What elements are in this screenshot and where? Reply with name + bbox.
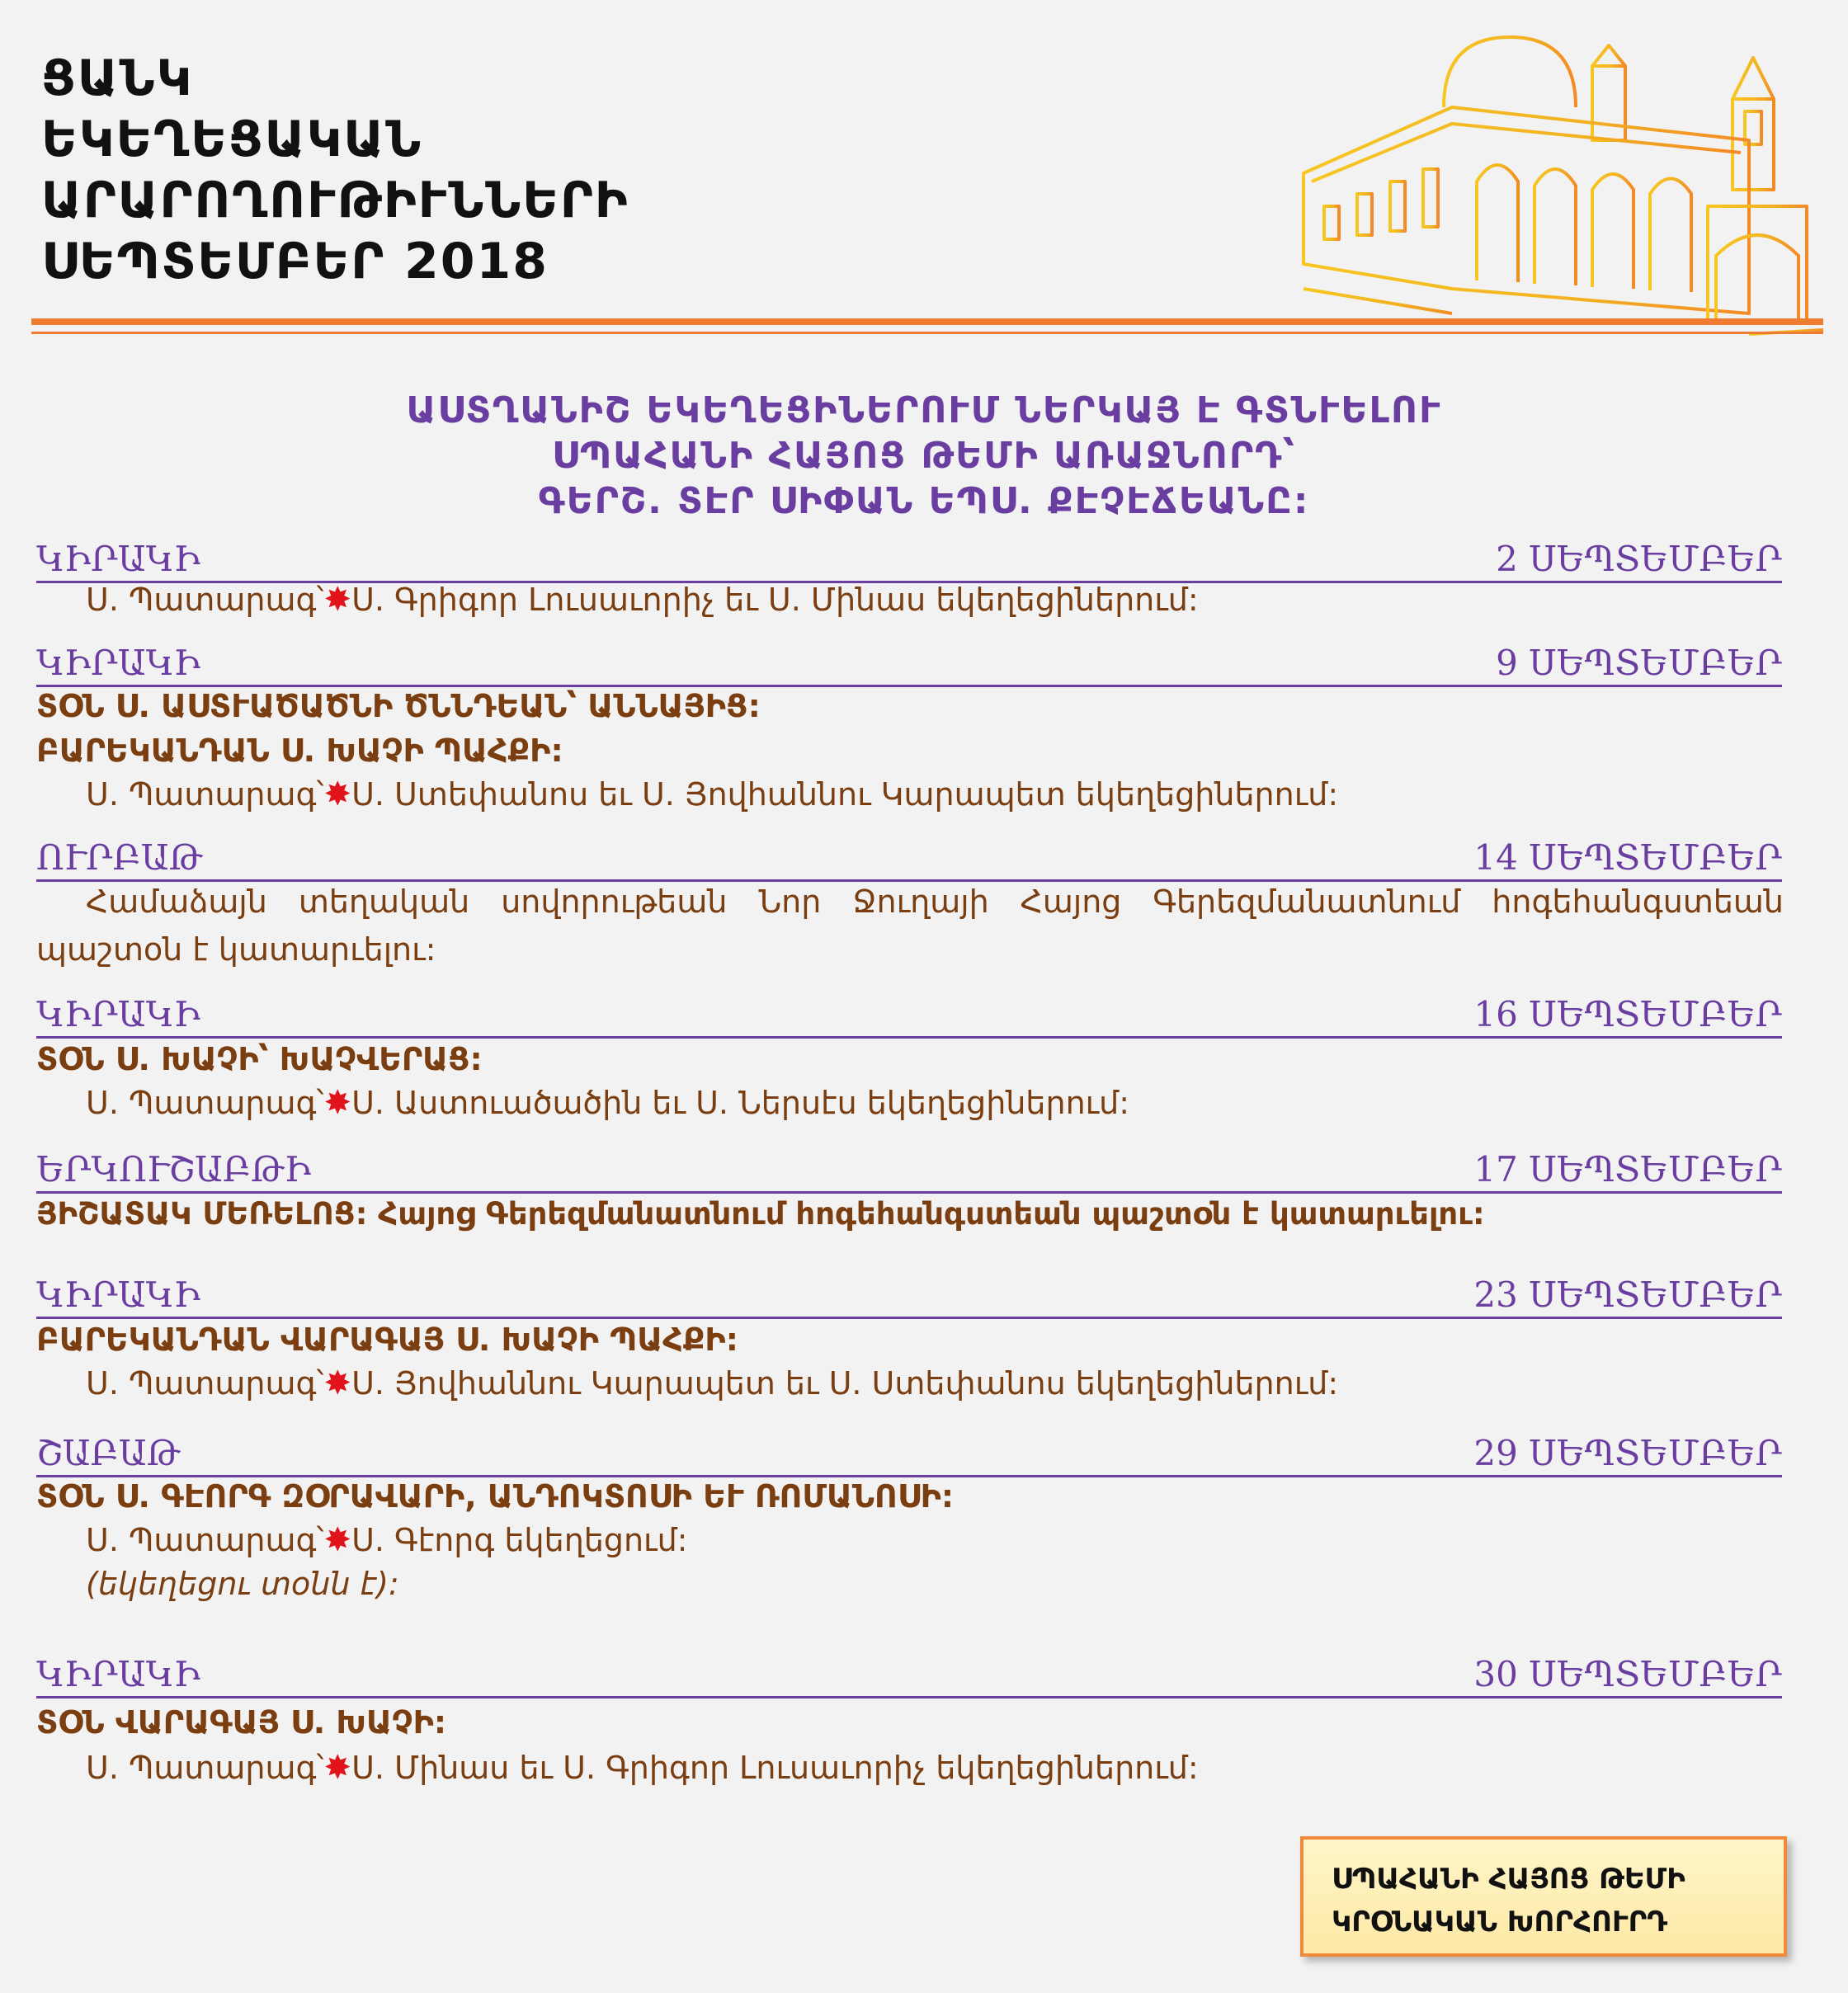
mass-line: [86, 775, 1338, 813]
mass-line: [86, 1084, 1129, 1122]
title-line-3: ԱՐԱՐՈՂՈՒԹԻՒՆՆԵՐԻ: [41, 172, 629, 229]
red-star-icon: ✸: [323, 1749, 352, 1787]
weekday: ՇԱԲԱԹ: [36, 1433, 181, 1473]
date: 16 ՍԵՊՏԵՄԲԵՐ: [1473, 994, 1782, 1034]
date: 29 ՍԵՊՏԵՄԲԵՐ: [1473, 1433, 1782, 1473]
date: 14 ՍԵՊՏԵՄԲԵՐ: [1473, 837, 1782, 878]
date: 9 ՍԵՊՏԵՄԲԵՐ: [1496, 643, 1782, 683]
day-header: [36, 535, 1782, 583]
weekday: ՈՒՐԲԱԹ: [36, 837, 203, 878]
mass-text: Ս. Աստուածածին եւ Ս. Ներսէս եկեղեցիներում:: [351, 1085, 1130, 1121]
date: 2 ՍԵՊՏԵՄԲԵՐ: [1496, 539, 1782, 579]
mass-text: Ս. Մինաս եւ Ս. Գրիգոր Լուսաւորիչ եկեղեցիներում:: [351, 1750, 1199, 1786]
day-header: [36, 833, 1782, 882]
weekday: ԿԻՐԱԿԻ: [36, 539, 200, 579]
date: 17 ՍԵՊՏԵՄԲԵՐ: [1473, 1149, 1782, 1190]
mass-prefix: Ս. Պատարագ՝: [86, 776, 324, 813]
weekday: ԿԻՐԱԿԻ: [36, 1274, 200, 1315]
day-header: [36, 1650, 1782, 1699]
date: 23 ՍԵՊՏԵՄԲԵՐ: [1473, 1274, 1782, 1315]
red-star-icon: ✸: [323, 1521, 352, 1559]
day-header: [36, 990, 1782, 1039]
feast-line: ԲԱՐԵԿԱՆԴԱՆ Ս. ԽԱՉԻ ՊԱՀՔԻ:: [36, 733, 563, 769]
mass-prefix: Ս. Պատարագ՝: [86, 1522, 324, 1558]
memorial-paragraph: Համաձայն տեղական սովորութեան Նոր Ջուղայի Հայոց Գերեզմանատնում հոգեհանգստեան պաշտօն է կատարւելու:: [36, 883, 1784, 968]
header-divider-thin: [31, 332, 1823, 334]
mass-prefix: Ս. Պատարագ՝: [86, 1750, 324, 1786]
mass-prefix: Ս. Պատարագ՝: [86, 1085, 324, 1121]
day-header: [36, 1145, 1782, 1194]
red-star-icon: ✸: [323, 1364, 352, 1402]
header-divider-thick: [31, 318, 1823, 325]
mass-line: [86, 1521, 687, 1559]
feast-line: ՅԻՇԱՏԱԿ ՄԵՌԵԼՈՑ: Հայոց Գերեզմանատնում հոգեհանգստեան պաշտօն է կատարւելու:: [36, 1196, 1485, 1232]
red-star-icon: ✸: [323, 775, 352, 813]
date: 30 ՍԵՊՏԵՄԲԵՐ: [1473, 1654, 1782, 1694]
title-line-4: ՍԵՊՏԵՄԲԵՐ 2018: [41, 233, 549, 290]
mass-line: [86, 581, 1199, 619]
day-header: [36, 638, 1782, 687]
page-title: [41, 48, 629, 292]
weekday: ԿԻՐԱԿԻ: [36, 643, 200, 683]
mass-text: Ս. Գէորգ եկեղեցում:: [351, 1522, 688, 1558]
weekday: ԵՐԿՈՒՇԱԲԹԻ: [36, 1149, 312, 1190]
mass-text: Ս. Ստեփանոս եւ Ս. Յովհաննու Կարապետ եկեղեցիներում:: [351, 776, 1339, 813]
mass-text: Ս. Յովհաննու Կարապետ եւ Ս. Ստեփանոս եկեղեցիներում:: [351, 1365, 1339, 1402]
title-line-2: ԵԿԵՂԵՑԱԿԱՆ: [41, 111, 423, 168]
stamp-line-1: ՍՊԱՀԱՆԻ ՀԱՅՈՑ ԹԵՄԻ: [1332, 1863, 1685, 1896]
weekday: ԿԻՐԱԿԻ: [36, 1654, 200, 1694]
day-header: [36, 1429, 1782, 1477]
feast-line: ՏՕՆ Ս. ԳԷՈՐԳ ԶՕՐԱՎԱՐԻ, ԱՆԴՈԿՏՈՍԻ ԵՒ ՌՈՄԱՆՈՍԻ:: [36, 1478, 955, 1515]
announcement-heading: [0, 388, 1848, 524]
feast-line: ՏՕՆ Ս. ԱՍՏՒԱԾԱԾՆԻ ԾՆՆԴԵԱՆ՝ ԱՆՆԱՅԻՑ:: [36, 688, 761, 724]
day-header: [36, 1270, 1782, 1319]
feast-line: ԲԱՐԵԿԱՆԴԱՆ ՎԱՐԱԳԱՅ Ս. ԽԱՉԻ ՊԱՀՔԻ:: [36, 1322, 738, 1358]
title-line-1: ՑԱՆԿ: [41, 49, 194, 107]
mass-line: [86, 1364, 1338, 1402]
weekday: ԿԻՐԱԿԻ: [36, 994, 200, 1034]
feast-line: ՏՕՆ Ս. ԽԱՉԻ՝ ԽԱՉՎԵՐԱՑ:: [36, 1041, 483, 1077]
mass-prefix: Ս. Պատարագ՝: [86, 582, 324, 618]
announcement-line-1: ԱՍՏՂԱՆԻՇ ԵԿԵՂԵՑԻՆԵՐՈՒՄ ՆԵՐԿԱՅ Է ԳՏՆՒԵԼՈՒ: [406, 389, 1442, 431]
feast-line: ՏՕՆ ՎԱՐԱԳԱՅ Ս. ԽԱՉԻ:: [36, 1704, 447, 1741]
mass-text: Ս. Գրիգոր Լուսաւորիչ եւ Ս. Մինաս եկեղեցիներում:: [351, 582, 1199, 618]
announcement-line-2: ՍՊԱՀԱՆԻ ՀԱՅՈՑ ԹԵՄԻ ԱՌԱՋՆՈՐԴ՝: [551, 435, 1297, 477]
red-star-icon: ✸: [323, 581, 352, 619]
mass-line: [86, 1749, 1199, 1787]
mass-prefix: Ս. Պատարագ՝: [86, 1365, 324, 1402]
red-star-icon: ✸: [323, 1084, 352, 1122]
church-feast-note: (եկեղեցու տօնն է):: [86, 1566, 399, 1602]
announcement-line-3: ԳԵՐՇ. ՏԷՐ ՍԻՓԱՆ ԵՊՍ. ՔԷՉԷՃԵԱՆԸ:: [538, 480, 1310, 522]
diocese-council-stamp: [1300, 1836, 1787, 1957]
church-illustration: [1287, 16, 1823, 338]
stamp-line-2: ԿՐՕՆԱԿԱՆ ԽՈՐՀՈՒՐԴ: [1332, 1906, 1668, 1939]
